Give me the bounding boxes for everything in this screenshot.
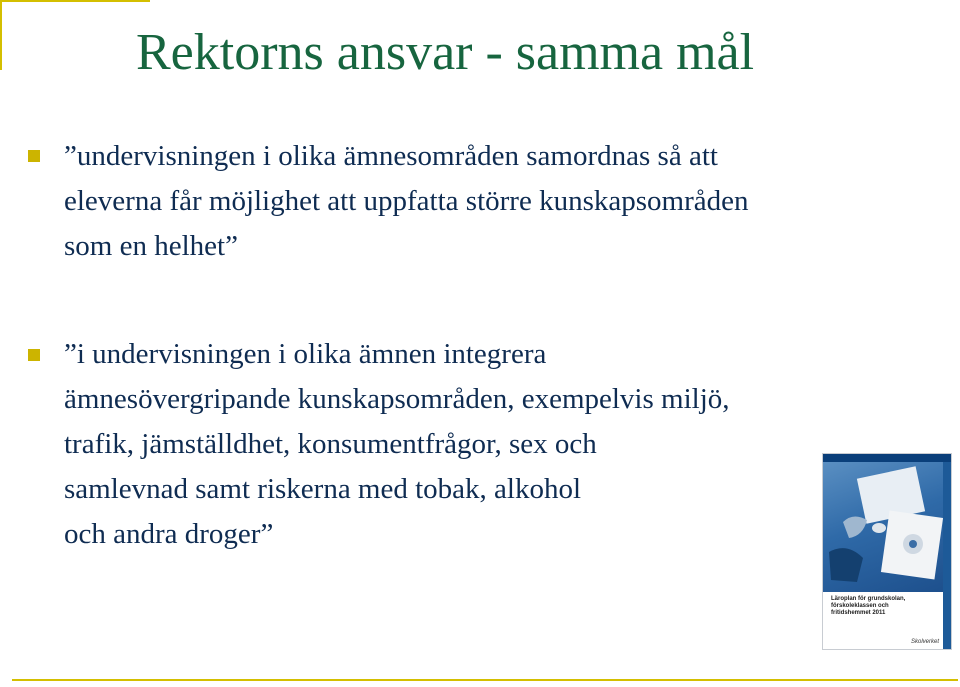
cover-spine <box>943 462 951 650</box>
corner-accent-vertical <box>0 0 2 70</box>
bullet-1-line-1: ”undervisningen i olika ämnesområden samordnas så att <box>64 140 718 172</box>
cover-photo <box>823 462 951 592</box>
bullet-2-line-1: ”i undervisningen i olika ämnen integrera <box>64 338 547 370</box>
bullet-2-line-3: trafik, jämställdhet, konsumentfrågor, sex och <box>64 428 597 460</box>
cover-publisher-logo: Skolverket <box>910 639 939 645</box>
bullet-2-line-4: samlevnad samt riskerna med tobak, alkohol <box>64 473 582 505</box>
bullet-2-line-5: och andra droger” <box>64 518 274 550</box>
square-bullet-icon <box>28 349 40 361</box>
square-bullet-icon <box>28 150 40 162</box>
curriculum-book-cover <box>822 453 952 650</box>
bottom-accent-line <box>12 679 958 681</box>
slide-title: Rektorns ansvar - samma mål <box>136 24 755 81</box>
bullet-text-1 <box>64 134 944 269</box>
cover-top-band <box>823 454 951 462</box>
cover-photo-illustration <box>823 462 945 592</box>
corner-accent-horizontal <box>0 0 150 2</box>
bullet-1-line-3: som en helhet” <box>64 230 238 262</box>
bullet-2-line-2: ämnesövergripande kunskapsområden, exempelvis miljö, <box>64 383 730 415</box>
bullet-1-line-2: eleverna får möjlighet att uppfatta större kunskapsområden <box>64 185 749 217</box>
cover-title: Läroplan för grundskolan, förskoleklassen och fritidshemmet 2011 <box>831 596 906 616</box>
bullet-text-2 <box>64 332 944 557</box>
